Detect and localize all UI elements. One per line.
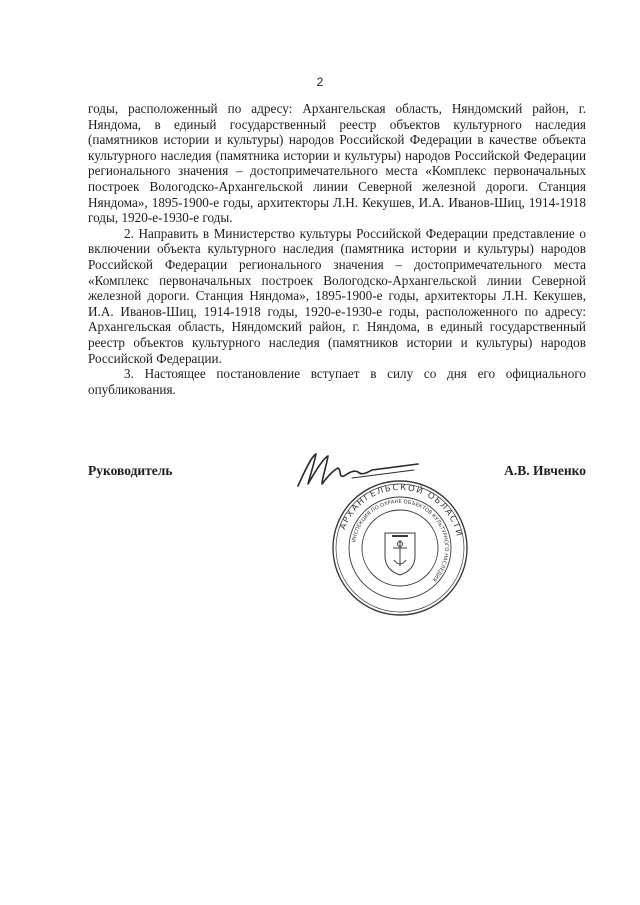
official-seal [330, 478, 470, 618]
paragraph-2: 2. Направить в Министерство культуры Российской Федерации представление о включении объекта культурного наследия (памятника истории и культуры) народов Российской Федерации регионального значения – достопримечательного места «Комплекс первоначальных построек Вологодско-Архангельской линии Северной железной дороги. Станция Няндома», 1895-1900-е годы, архитекторы Л.Н. Кекушев, И.А. Иванов-Шиц, 1914-1918 годы, 1920-е-1930-е годы, расположенного по адресу: Архангельская область, Няндомский район, г. Няндома, в единый государственный реестр объектов культурного наследия (памятников истории и культуры) народов Российской Федерации. [88, 225, 586, 366]
document-body [88, 101, 586, 397]
seal-inner-text: ИНСПЕКЦИЯ ПО ОХРАНЕ ОБЪЕКТОВ КУЛЬТУРНОГО НАСЛЕДИЯ [351, 498, 450, 583]
signatory-name: А.В. Ивченко [504, 463, 586, 478]
paragraph-3: 3. Настоящее постановление вступает в силу со дня его официального опубликования. [88, 366, 586, 397]
signatory-title: Руководитель [88, 463, 173, 478]
page-number: 2 [316, 75, 324, 89]
paragraph-continuation: годы, расположенный по адресу: Архангельская область, Няндомский район, г. Няндома, в единый государственный реестр объектов культурного наследия (памятников истории и культуры) народов Российской Федерации в качестве объекта культурного наследия (памятника истории и культуры) народов Российской Федерации регионального значения – достопримечательного места «Комплекс первоначальных построек Вологодско-Архангельской линии Северной железной дороги. Станция Няндома», 1895-1900-е годы, архитекторы Л.Н. Кекушев, И.А. Иванов-Шиц, 1914-1918 годы, 1920-е-1930-е годы. [88, 101, 586, 226]
coat-of-arms-icon [385, 533, 415, 575]
seal-outer-text: АРХАНГЕЛЬСКОЙ ОБЛАСТИ [338, 482, 465, 539]
